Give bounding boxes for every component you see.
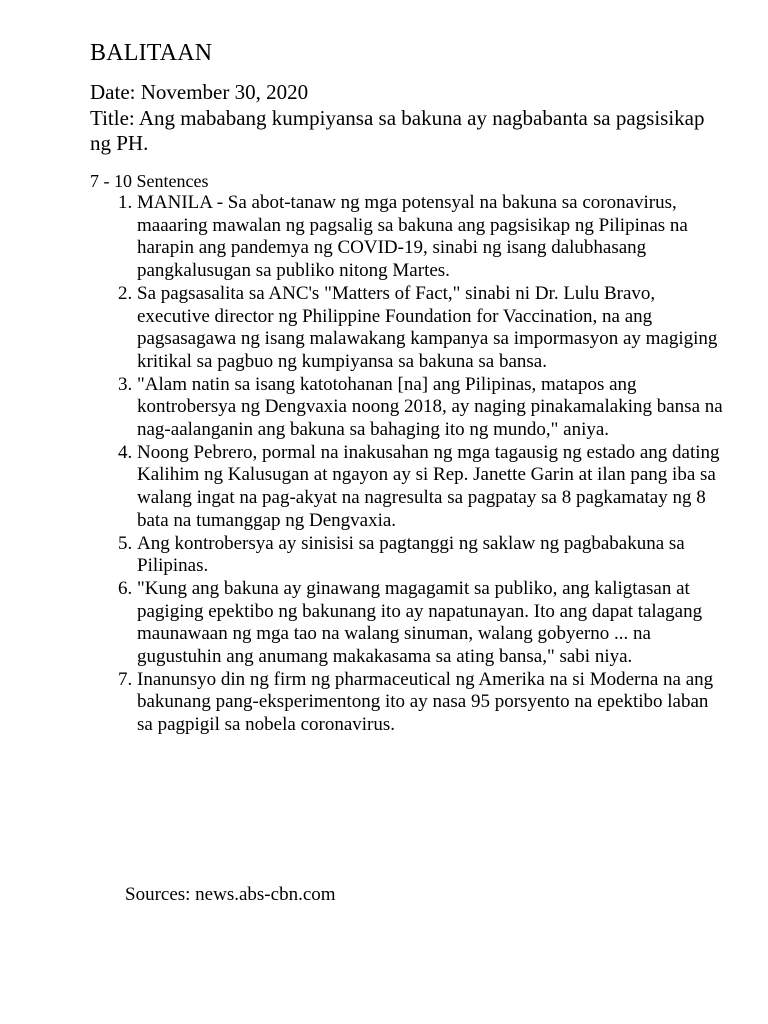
sentence-list — [90, 192, 727, 737]
sentence-item: 2. Sa pagsasalita sa ANC's "Matters of Fact," sinabi ni Dr. Lulu Bravo, executive director ng Philippine Foundation for Vaccination, na ang pagsasagawa ng isang malawakang kampanya sa impormasyon ay magiging kritikal sa pagbuo ng kumpiyansa sa bakuna sa bansa. — [137, 283, 727, 374]
document-heading: BALITAAN — [90, 40, 213, 66]
sentence-item: 5. Ang kontrobersya ay sinisisi sa pagtanggi ng saklaw ng pagbabakuna sa Pilipinas. — [137, 533, 727, 578]
title-line: Title: Ang mababang kumpiyansa sa bakuna ay nagbabanta sa pagsisikap ng PH. — [90, 105, 705, 155]
sources-line: Sources: news.abs-cbn.com — [125, 884, 336, 905]
sentence-item: 4. Noong Pebrero, pormal na inakusahan ng mga tagausig ng estado ang dating Kalihim ng Kalusugan at ngayon ay si Rep. Janette Garin at ilan pang iba sa walang ingat na pag-akyat na nagresulta sa pagpatay sa 8 pagkamatay ng 8 bata na tumanggap ng Dengvaxia. — [137, 442, 727, 533]
sentence-item: 1. MANILA - Sa abot-tanaw ng mga potensyal na bakuna sa coronavirus, maaaring mawalan ng pagsalig sa bakuna ang pagsisikap ng Pilipinas na harapin ang pandemya ng COVID-19, sinabi ng isang dalubhasang pangkalusugan sa publiko nitong Martes. — [137, 192, 727, 283]
sentence-item: 3. "Alam natin sa isang katotohanan [na] ang Pilipinas, matapos ang kontrobersya ng Dengvaxia noong 2018, ay naging pinakamalaking bansa na nag-aalanganin ang bakuna sa bahaging ito ng mundo," aniya. — [137, 374, 727, 442]
sentence-item: 6. "Kung ang bakuna ay ginawang magagamit sa publiko, ang kaligtasan at pagiging epektibo ng bakunang ito ay napatunayan. Ito ang dapat talagang maunawaan ng mga tao na walang sinuman, walang gobyerno ... na gugustuhin ang anumang makakasama sa ating bansa," sabi niya. — [137, 578, 727, 669]
sentence-item: 7. Inanunsyo din ng firm ng pharmaceutical ng Amerika na si Moderna na ang bakunang pang-eksperimentong ito ay nasa 95 porsyento na epektibo laban sa pagpigil sa nobela coronavirus. — [137, 669, 727, 737]
article-meta — [90, 80, 730, 157]
sentence-count-label: 7 - 10 Sentences — [90, 171, 209, 191]
date-line: Date: November 30, 2020 — [90, 80, 309, 104]
